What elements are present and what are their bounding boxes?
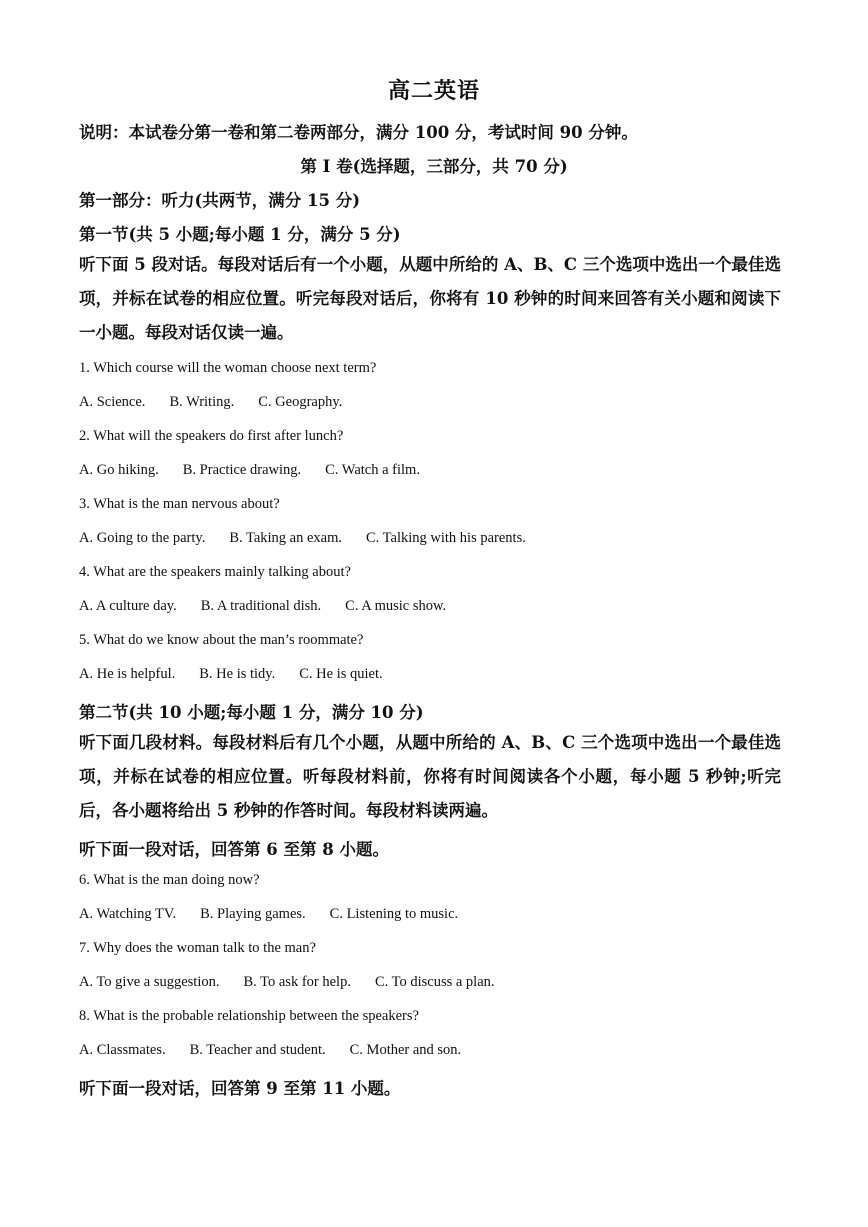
option-c: C. Listening to music. <box>329 906 459 922</box>
option-b: B. Teacher and student. <box>189 1042 326 1058</box>
question-options <box>79 906 482 923</box>
question-text: 3. What is the man nervous about? <box>79 496 280 512</box>
option-c: C. Geography. <box>258 394 343 410</box>
exam-note: 说明：本试卷分第一卷和第二卷两部分，满分 100 分，考试时间 90 分钟。 <box>79 123 638 142</box>
question-options <box>79 462 444 479</box>
option-a: A. Go hiking. <box>79 462 159 478</box>
option-c: C. Mother and son. <box>349 1042 462 1058</box>
option-c: C. Watch a film. <box>325 462 420 478</box>
question-text: 2. What will the speakers do first after lunch? <box>79 428 344 444</box>
page-title: 高二英语 <box>387 78 480 104</box>
option-c: C. To discuss a plan. <box>374 974 495 990</box>
question-text: 1. Which course will the woman choose next term? <box>79 360 377 376</box>
section-instruction: 听下面 5 段对话。每段对话后有一个小题，从题中所给的 A、B、C 三个选项中选出一个最佳选项，并标在试卷的相应位置。听完每段对话后，你将有 10 秒钟的时间来回答有关小题和阅读下一小题。每段对话仅读一遍。 <box>79 255 781 342</box>
section-instruction: 听下面几段材料。每段材料后有几个小题，从题中所给的 A、B、C 三个选项中选出一个最佳选项，并标在试卷的相应位置。听每段材料前，你将有时间阅读各个小题，每小题 5 秒钟;听完后，各小题将给出 5 秒钟的作答时间。每段材料读两遍。 <box>79 733 781 820</box>
option-b: B. A traditional dish. <box>200 598 322 614</box>
group-header: 听下面一段对话，回答第 6 至第 8 小题。 <box>79 840 389 859</box>
option-b: B. To ask for help. <box>243 974 351 990</box>
option-b: B. Practice drawing. <box>182 462 302 478</box>
option-c: C. He is quiet. <box>299 666 383 682</box>
question-options <box>79 974 519 991</box>
option-c: C. Talking with his parents. <box>366 530 526 546</box>
question-text: 4. What are the speakers mainly talking about? <box>79 564 351 580</box>
option-b: B. Taking an exam. <box>229 530 343 546</box>
question-options <box>79 394 366 411</box>
option-a: A. A culture day. <box>79 598 177 614</box>
question-options <box>79 666 407 683</box>
option-a: A. Going to the party. <box>79 530 206 546</box>
question-options <box>79 530 550 547</box>
question-text: 7. Why does the woman talk to the man? <box>79 940 316 956</box>
question-options <box>79 1042 485 1059</box>
question-options <box>79 598 470 615</box>
option-a: A. Science. <box>79 394 146 410</box>
group-header: 听下面一段对话，回答第 9 至第 11 小题。 <box>79 1079 401 1098</box>
option-b: B. Playing games. <box>200 906 306 922</box>
option-a: A. Watching TV. <box>79 906 177 922</box>
option-c: C. A music show. <box>345 598 447 614</box>
volume-header: 第 I 卷(选择题，三部分，共 70 分) <box>300 157 568 176</box>
question-text: 8. What is the probable relationship between the speakers? <box>79 1008 419 1024</box>
option-a: A. To give a suggestion. <box>79 974 220 990</box>
question-text: 6. What is the man doing now? <box>79 872 260 888</box>
section-header: 第一节(共 5 小题;每小题 1 分，满分 5 分) <box>79 225 401 244</box>
option-b: B. He is tidy. <box>199 666 276 682</box>
option-a: A. He is helpful. <box>79 666 176 682</box>
section-header: 第二节(共 10 小题;每小题 1 分，满分 10 分) <box>79 703 424 722</box>
option-a: A. Classmates. <box>79 1042 166 1058</box>
question-text: 5. What do we know about the man’s roommate? <box>79 632 364 648</box>
part-header: 第一部分：听力(共两节，满分 15 分) <box>79 191 361 210</box>
option-b: B. Writing. <box>169 394 235 410</box>
